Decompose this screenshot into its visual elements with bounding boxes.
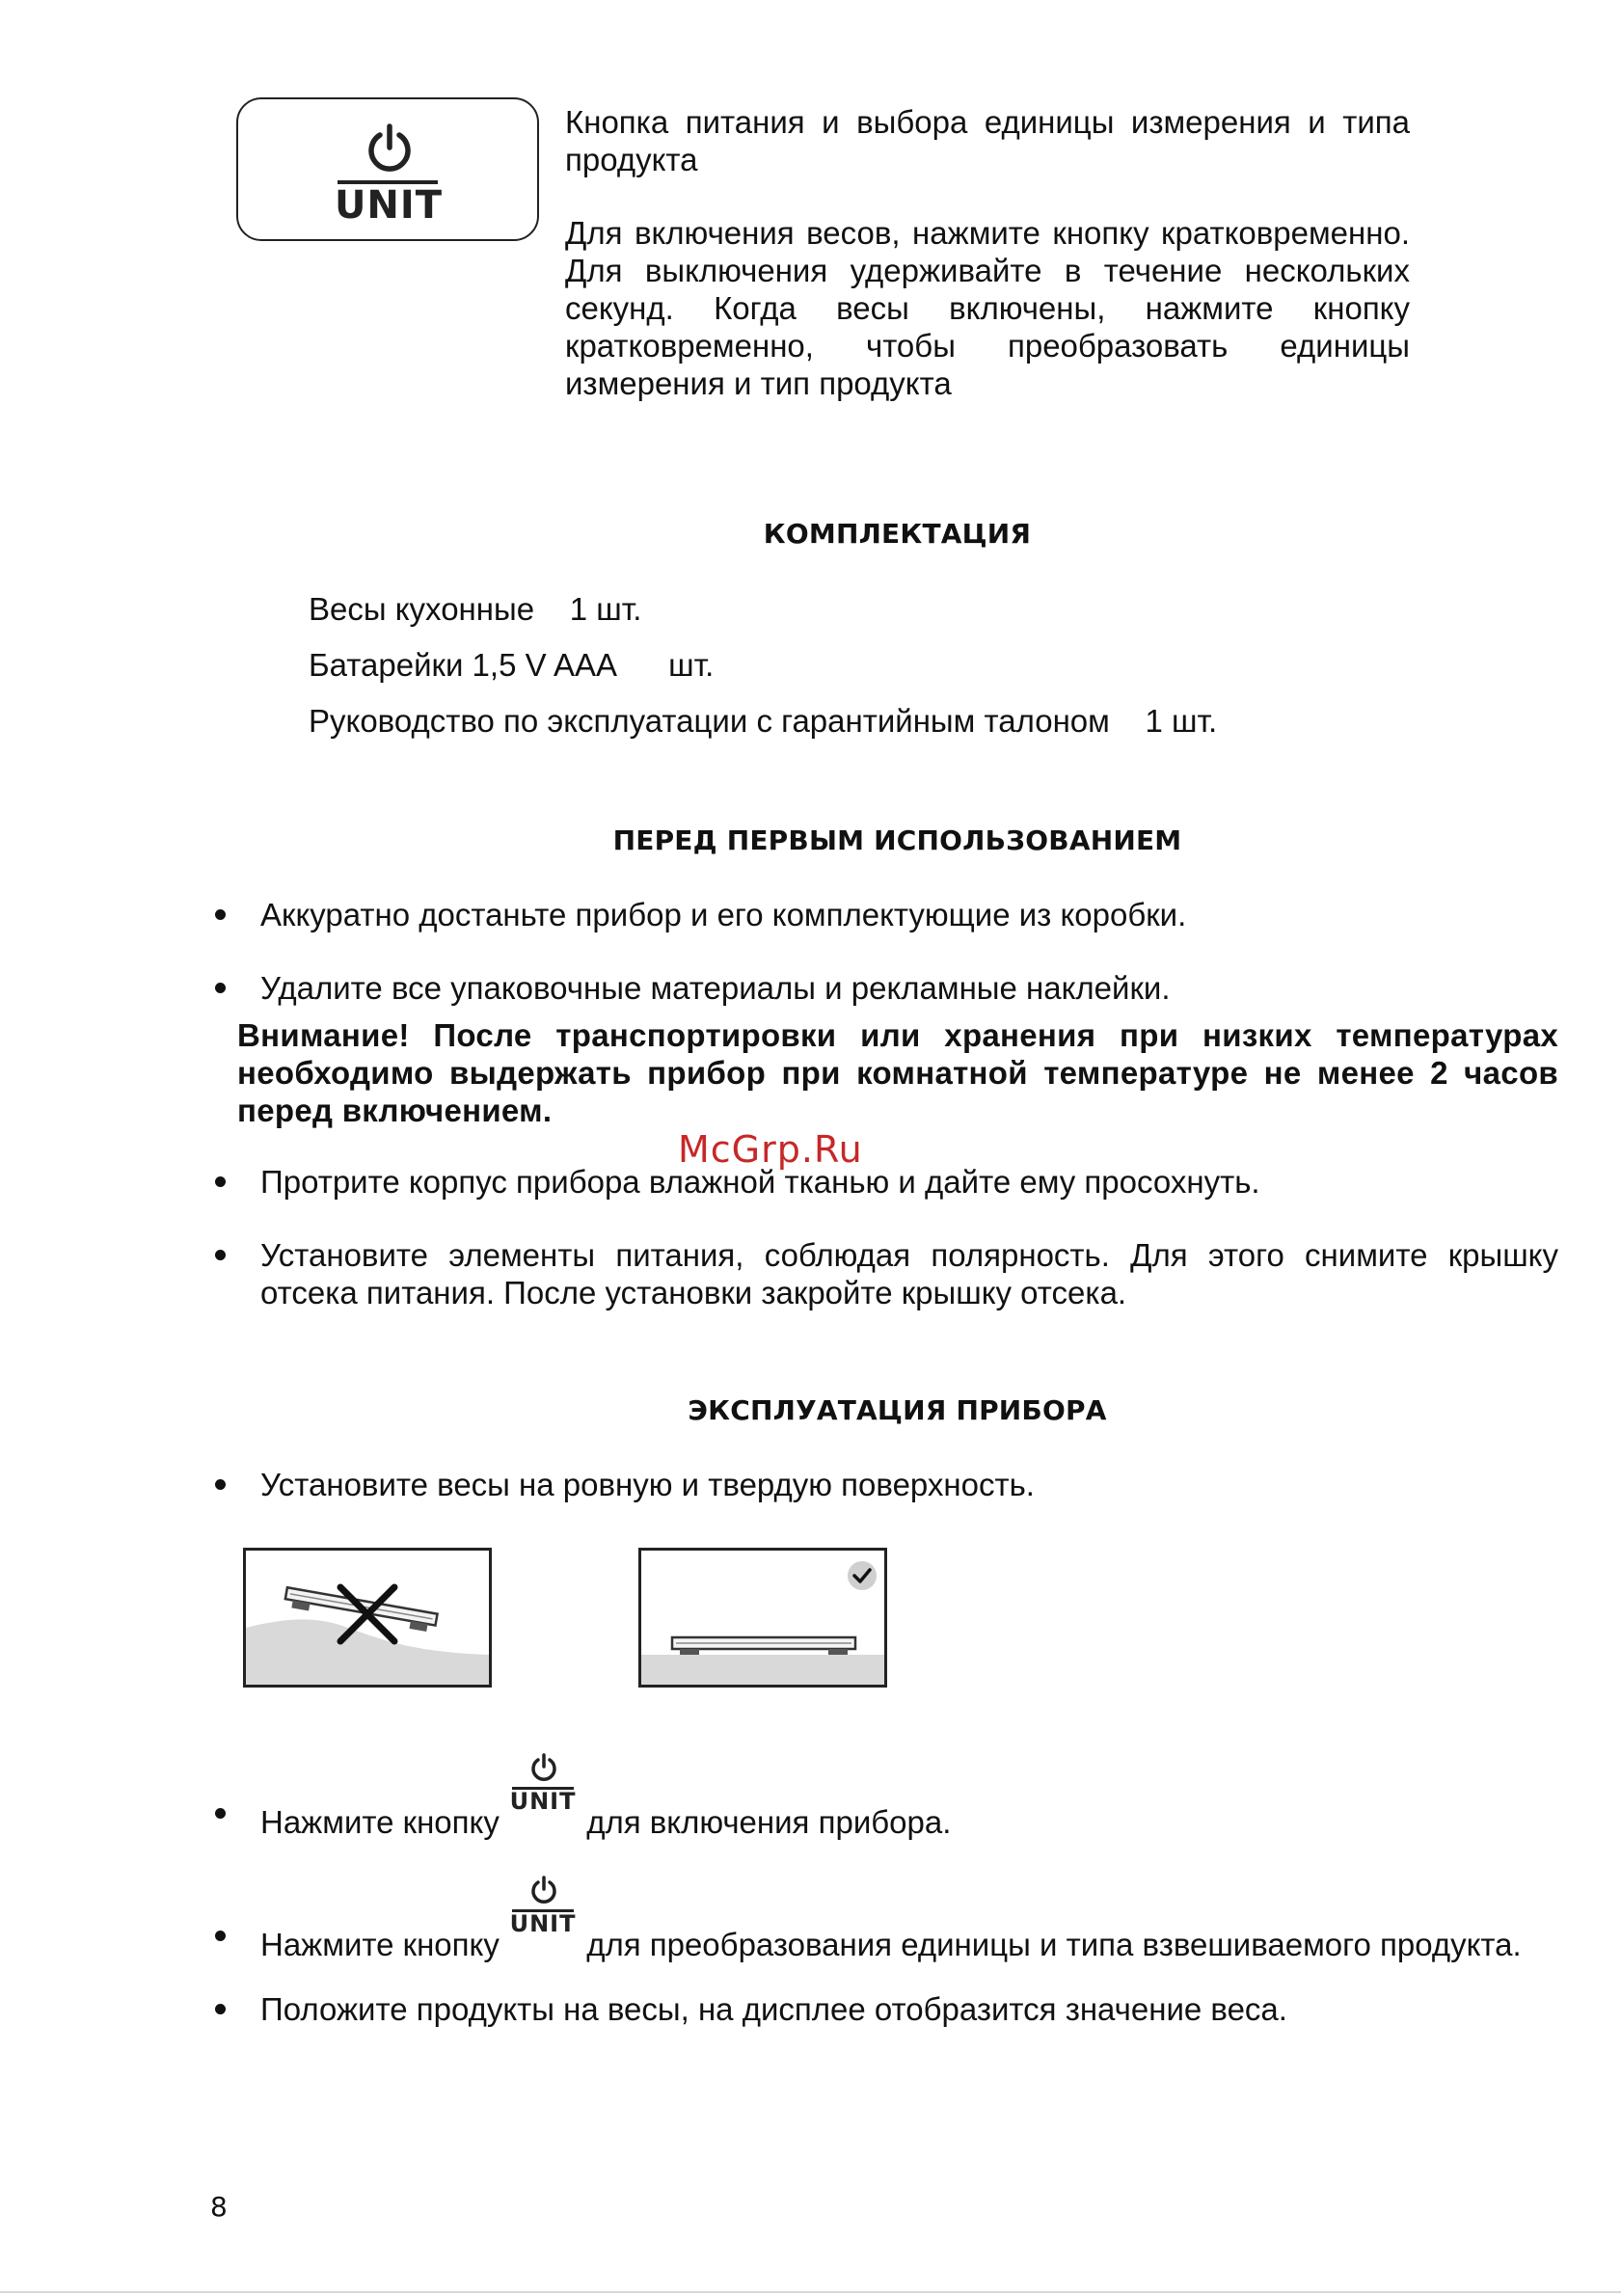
unit-inline-label: UNIT [509, 1788, 577, 1815]
checkmark-icon [847, 1560, 878, 1591]
kit-item: Батарейки 1,5 V AAA шт. [309, 647, 715, 683]
convert-suffix: для преобразования единицы и типа взвешиваемого продукта. [586, 1927, 1522, 1962]
kit-item: Руководство по эксплуатации с гарантийным талоном 1 шт. [309, 703, 1218, 739]
operation-convert-item [260, 1910, 1522, 1963]
operation-item: Установите весы на ровную и твердую поверхность. [260, 1467, 1035, 1502]
before-use-title: ПЕРЕД ПЕРВЫМ ИСПОЛЬЗОВАНИЕМ [612, 824, 1182, 856]
power-icon [364, 122, 416, 175]
bullet-icon [215, 909, 226, 920]
bullet-icon [215, 983, 226, 993]
power-button-title: Кнопка питания и выбора единицы измерения и типа продукта [565, 104, 1410, 177]
unit-button-illustration [236, 97, 539, 241]
power-on-suffix: для включения прибора. [586, 1804, 952, 1840]
before-use-item: Удалите все упаковочные материалы и рекламные наклейки. [260, 970, 1171, 1006]
kit-item: Весы кухонные 1 шт. [309, 591, 642, 627]
unit-inline-icon [508, 1910, 578, 1956]
press-prefix: Нажмите кнопку [260, 1804, 500, 1840]
bullet-icon [215, 1808, 226, 1819]
page-number: 8 [210, 2191, 228, 2223]
bullet-icon [215, 1250, 226, 1260]
bottom-divider [0, 2291, 1621, 2293]
before-use-item: Протрите корпус прибора влажной тканью и дайте ему просохнуть. [260, 1164, 1260, 1200]
operation-item: Положите продукты на весы, на дисплее отобразится значение веса. [260, 1991, 1287, 2027]
press-prefix: Нажмите кнопку [260, 1927, 500, 1962]
operation-power-on-item [260, 1788, 952, 1841]
power-button-description: Для включения весов, нажмите кнопку кратковременно. Для выключения удерживайте в течение нескольких секунд. Когда весы включены, нажмите кнопку кратковременно, чтобы преобразовать единицы измерения и тип продукта [565, 215, 1410, 401]
kit-title: КОМПЛЕКТАЦИЯ [763, 518, 1032, 550]
uneven-surface-illustration [243, 1548, 492, 1688]
before-use-item: Аккуратно достаньте прибор и его комплектующие из коробки. [260, 897, 1187, 932]
power-icon [528, 1752, 559, 1783]
warning-text: Внимание! После транспортировки или хранения при низких температурах необходимо выдержать прибор при комнатной температуре не менее 2 часов перед включением. [237, 1017, 1558, 1128]
operation-title: ЭКСПЛУАТАЦИЯ ПРИБОРА [688, 1394, 1107, 1426]
bullet-icon [215, 1479, 226, 1490]
unit-label: UNIT [334, 183, 444, 228]
power-icon [528, 1875, 559, 1905]
before-use-item: Установите элементы питания, соблюдая полярность. Для этого снимите крышку отсека питания. После установки закройте крышку отсека. [260, 1237, 1558, 1310]
bullet-icon [215, 1931, 226, 1941]
flat-surface-illustration [638, 1548, 887, 1688]
cross-icon [337, 1583, 398, 1645]
unit-inline-icon [508, 1788, 578, 1833]
bullet-icon [215, 1176, 226, 1187]
bullet-icon [215, 2004, 226, 2014]
unit-inline-label: UNIT [509, 1910, 577, 1937]
watermark: McGrp.Ru [678, 1128, 863, 1171]
